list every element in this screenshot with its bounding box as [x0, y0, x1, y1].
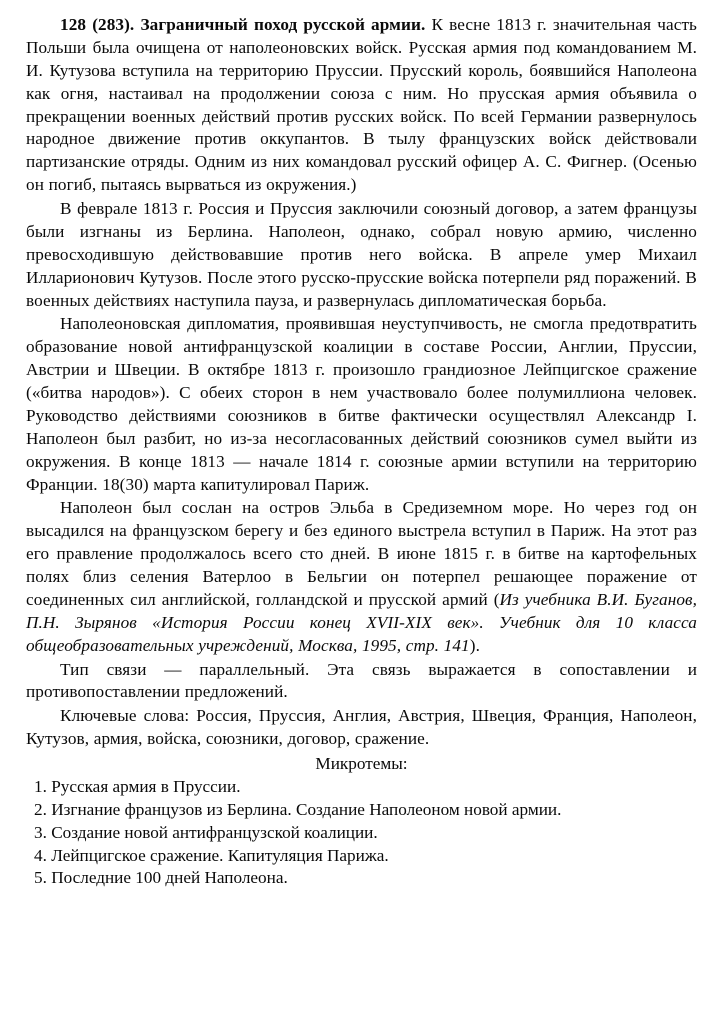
list-item: 5. Последние 100 дней Наполеона. — [34, 868, 288, 888]
microthemes-list — [26, 776, 697, 890]
paragraph-3: Наполеоновская дипломатия, проявившая неуступчивость, не смогла предотвратить образование новой антифранцузской коалиции в составе России, Англии, Пруссии, Австрии и Швеции. В октябре 1813 г. произошло грандиозное Лейпцигское сражение («битва народов»). С обеих сторон в нем участвовало более полумиллиона человек. Руководство действиями союзников в битве фактически осуществлял Александр I. Наполеон был разбит, но из-за несогласованных действий союзников сумел выйти из окружения. В конце 1813 — начале 1814 г. союзные армии вступили на территорию Франции. 18(30) марта капитулировал Париж. — [26, 314, 697, 494]
paragraph-4-end: ). — [469, 635, 480, 655]
paragraph-5-connection-type: Тип связи — параллельный. Эта связь выражается в сопоставлении и противопоставлении предложений. — [26, 659, 697, 702]
list-item: 1. Русская армия в Пруссии. — [34, 776, 241, 796]
paragraph-2: В феврале 1813 г. Россия и Пруссия заключили союзный договор, а затем французы были изгнаны из Берлина. Наполеон, однако, собрал новую армию, численно превосходившую действовавшие против него войска. В апреле умер Михаил Илларионович Кутузов. После этого русско-прусские войска потерпели ряд поражений. В военных действиях наступила пауза, и развернулась дипломатическая борьба. — [26, 199, 697, 310]
exercise-title: Заграничный поход русской армии. — [140, 15, 426, 34]
paragraph-1-text: К весне 1813 г. значительная часть Польши была очищена от наполеоновских войск. Русская армия под командованием М. И. Кутузова вступила на территорию Пруссии. Прусский король, боявшийся Наполеона как огня, настаивал на продолжении союза с ним. Но прусская армия объявила о прекращении военных действий против русских войск. По всей Германии развернулось народное движение против оккупантов. В тылу французских войск действовали партизанские отряды. Одним из них командовал русский офицер А. С. Фигнер. (Осенью он погиб, пытаясь вырваться из окружения.) — [26, 15, 697, 195]
source-citation: Из учебника В.И. Буганов, П.Н. Зырянов «История России конец XVII-XIX век». Учебник для 10 класса общеобразовательных учреждений, Москва, 1995, стр. 141 — [26, 589, 697, 655]
paragraph-4 — [26, 497, 697, 657]
paragraph-6-keywords: Ключевые слова: Россия, Пруссия, Англия, Австрия, Швеция, Франция, Наполеон, Кутузов, армия, войска, союзники, договор, сражение. — [26, 706, 697, 749]
exercise-number: 128 (283). — [60, 15, 135, 34]
list-item: 3. Создание новой антифранцузской коалиции. — [34, 822, 378, 842]
list-item: 4. Лейпцигское сражение. Капитуляция Парижа. — [34, 845, 389, 865]
paragraph-4-text: Наполеон был сослан на остров Эльба в Средиземном море. Но через год он высадился на французском берегу и без единого выстрела вступил в Париж. На этот раз его правление продолжалось всего сто дней. В июне 1815 г. в битве на картофельных полях близ селения Ватерлоо в Бельгии он потерпел решающее поражение от соединенных сил английской, голландской и прусской армий ( — [26, 498, 697, 609]
list-item: 2. Изгнание французов из Берлина. Создание Наполеоном новой армии. — [34, 799, 562, 819]
paragraph-1 — [26, 14, 697, 197]
microthemes-heading: Микротемы: — [315, 754, 408, 773]
